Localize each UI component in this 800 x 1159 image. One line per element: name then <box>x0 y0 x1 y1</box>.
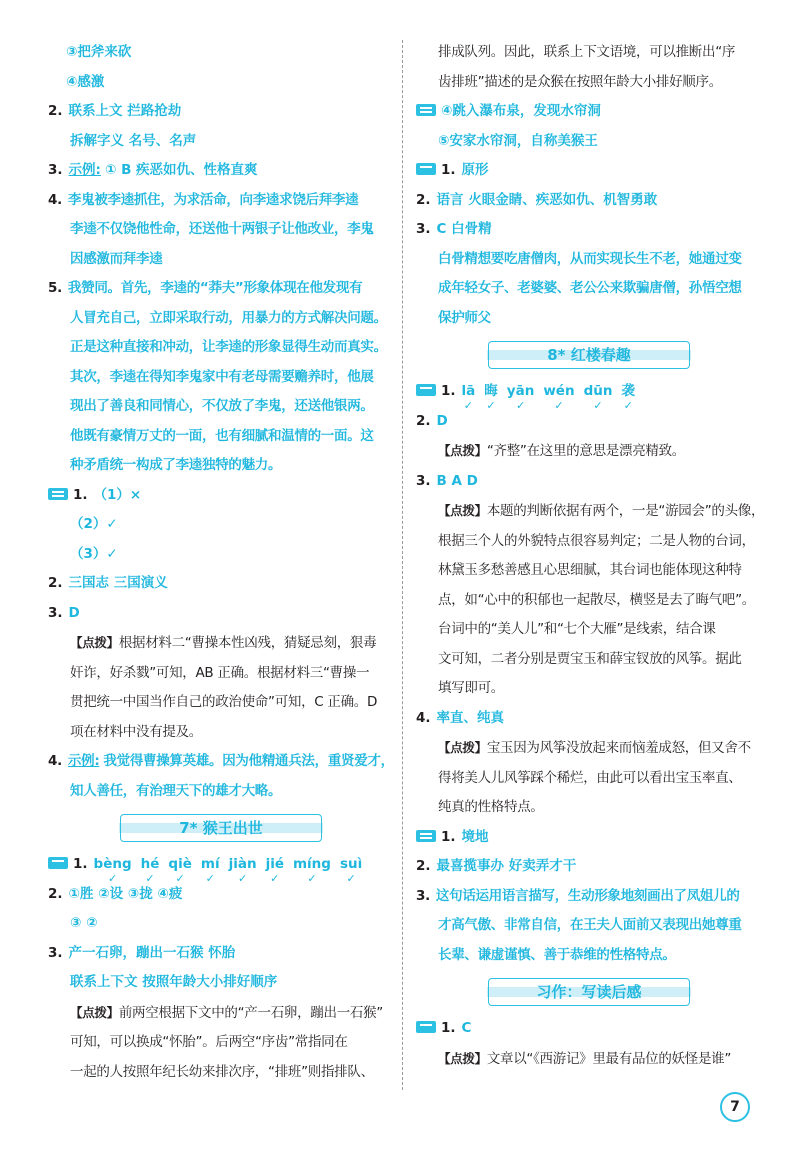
tip-line: 排成队列。因此，联系上下文语境，可以推断出“序 <box>438 44 736 60</box>
answer-line: 正是这种直接和冲动，让李逵的形象显得生动而真实。 <box>70 339 387 355</box>
question-number: 2. <box>416 191 431 208</box>
pinyin-item: mí ✓ <box>201 850 220 880</box>
answer-line: 其次，李逵在得知李鬼家中有老母需要赡养时，他展 <box>70 368 374 385</box>
question-2 <box>48 97 394 127</box>
answer-text: D <box>436 412 448 429</box>
page-number: 7 <box>720 1092 750 1122</box>
question-number: 3. <box>416 472 431 489</box>
pinyin-list <box>93 856 372 885</box>
answer-line: 长辈、谦虚谨慎、善于恭维的性格特点。 <box>438 946 676 963</box>
question-number: 5. <box>48 280 62 296</box>
part-3-question-3 <box>416 215 762 245</box>
answer-line: （3）✓ <box>70 545 118 562</box>
tip-line: 点，如“心中的积郁也一起散尽，横竖是去了晦气吧”。 <box>438 591 755 608</box>
question-number: 1. <box>441 383 456 399</box>
tip-label: 【点拨】 <box>438 443 487 458</box>
part-2-question-4 <box>48 747 394 777</box>
question-number: 2. <box>416 412 431 429</box>
answer-text: C <box>461 1020 472 1036</box>
part-two-marker-icon <box>416 104 436 116</box>
check-icon: ✓ <box>270 872 280 885</box>
right-column <box>416 38 765 1074</box>
lesson7-question-2 <box>48 880 394 910</box>
lesson8-question-3 <box>416 467 762 497</box>
tip-label: 【点拨】 <box>438 503 487 518</box>
tip-line: 林黛玉多愁善感且心思细腻，其台词也能体现这种特 <box>438 562 742 578</box>
question-number: 2. <box>416 858 431 874</box>
answer-line: 种矛盾统一构成了李逵独特的魅力。 <box>70 457 282 473</box>
tip-text: 本题的判断依据有两个，一是“游园会”的头像， <box>486 503 765 519</box>
answer-text: 最喜揽事办 好卖弄才干 <box>436 858 577 874</box>
pinyin-item: jiàn ✓ <box>229 850 257 880</box>
check-icon: ✓ <box>205 872 215 885</box>
pinyin-item: hé ✓ <box>141 850 160 880</box>
lesson8-question-4 <box>416 704 762 734</box>
answer-line: 人冒充自己，立即采取行动，用暴力的方式解决问题。 <box>70 309 387 326</box>
answer-text: ④跳入瀑布泉，发现水帘洞 <box>441 103 601 119</box>
tip-line: 奸诈，好杀戮”可知，AB 正确。根据材料三“曹操一 <box>70 664 370 681</box>
pinyin-item: 袭 ✓ <box>621 377 635 407</box>
part-3-question-2 <box>416 186 762 216</box>
check-icon: ✓ <box>107 872 118 885</box>
check-icon: ✓ <box>237 872 248 885</box>
check-icon: ✓ <box>175 872 185 885</box>
question-number: 1. <box>73 856 88 872</box>
tip-line: 齿排班”描述的是众猴在按照年龄大小排好顺序。 <box>438 73 722 90</box>
lesson8b-question-3 <box>416 882 762 912</box>
pinyin-item: lā ✓ <box>462 377 476 407</box>
check-icon: ✓ <box>145 872 155 885</box>
column-divider <box>402 40 403 1090</box>
answer-text: ①胜 ②设 ③拢 ④疲 <box>68 885 183 902</box>
check-icon: ✓ <box>486 399 496 412</box>
answer-line: 拆解字义 名号、名声 <box>70 132 197 149</box>
part-2-question-3 <box>48 599 394 629</box>
lesson8b-question-1 <box>416 823 762 853</box>
answer-line: （2）✓ <box>70 516 118 532</box>
question-number: 1. <box>73 486 88 503</box>
tip-text: “齐整”在这里的意思是漂亮精致。 <box>486 443 686 459</box>
answer-line: 因感激而拜李逵 <box>70 250 163 267</box>
answer-line: ③ ② <box>70 915 98 931</box>
answer-text: （1）× <box>93 486 142 503</box>
part-2-line <box>416 97 762 127</box>
answer-text: ① B 疾恶如仇、性格直爽 <box>104 162 258 178</box>
part-two-marker-icon <box>48 488 68 500</box>
answer-text: 三国志 三国演义 <box>68 575 168 591</box>
part-one-marker-icon <box>48 857 68 869</box>
answer-line: 成年轻女子、老婆婆、老公公来欺骗唐僧，孙悟空想 <box>438 280 742 296</box>
part-2-question-1 <box>48 481 394 511</box>
question-4 <box>48 186 394 216</box>
question-number: 4. <box>48 191 62 208</box>
question-number: 3. <box>416 887 430 904</box>
pinyin-item: qiè ✓ <box>168 850 191 880</box>
answer-text: 我觉得曹操算英雄。因为他精通兵法，重贤爱才， <box>103 753 394 769</box>
question-number: 1. <box>441 828 456 845</box>
check-icon: ✓ <box>515 399 526 412</box>
tip-line <box>416 436 762 467</box>
pinyin-item: bèng ✓ <box>94 850 132 880</box>
answer-line: 才高气傲、非常自信，在王夫人面前又表现出她尊重 <box>438 917 742 933</box>
part-3-question-1 <box>416 156 762 186</box>
tip-line <box>48 998 394 1029</box>
pinyin-list <box>461 383 644 412</box>
pinyin-item: 晦 ✓ <box>484 377 498 407</box>
lesson7-question-3 <box>48 939 394 969</box>
tip-label: 【点拨】 <box>70 635 119 650</box>
tip-line: 项在材料中没有提及。 <box>70 723 202 740</box>
answer-text: 原形 <box>461 162 489 178</box>
writing-question-1 <box>416 1014 762 1044</box>
answer-text: 李鬼被李逵抓住，为求活命，向李逵求饶后拜李逵 <box>67 191 359 208</box>
pinyin-item: dūn ✓ <box>584 377 613 407</box>
tip-line <box>416 496 765 527</box>
answer-line: 现出了善良和同情心，不仅放了李鬼，还送他银两。 <box>70 398 374 414</box>
tip-line: 台词中的“美人儿”和“七个大雁”是线索，结合课 <box>438 621 716 637</box>
tip-line <box>416 1044 762 1075</box>
section-title-7: 7* 猴王出世 <box>120 814 322 842</box>
question-number: 3. <box>416 221 431 237</box>
lesson8b-question-2 <box>416 852 762 882</box>
answer-text: C 白骨精 <box>436 221 492 237</box>
pinyin-item: wén ✓ <box>543 377 574 407</box>
part-three-marker-icon <box>416 163 436 175</box>
answer-text: 语言 火眼金睛、疾恶如仇、机智勇敢 <box>436 191 658 208</box>
question-number: 3. <box>48 162 63 178</box>
answer-text: 产一石卵，蹦出一石猴 怀胎 <box>68 944 236 961</box>
question-number: 1. <box>441 1020 456 1036</box>
question-number: 3. <box>48 604 63 621</box>
answer-line: 联系上下文 按照年龄大小排好顺序 <box>70 974 278 990</box>
answer-text: 率直、纯真 <box>436 709 505 726</box>
tip-line: 一起的人按照年纪长幼来排次序，“排班”则指排队、 <box>70 1063 374 1080</box>
answer-line: 保护师父 <box>438 309 491 326</box>
part-2-question-2 <box>48 569 394 599</box>
check-icon: ✓ <box>554 399 564 412</box>
question-3 <box>48 156 394 186</box>
answer-text: D <box>68 604 80 621</box>
part-two-marker-icon <box>416 830 436 842</box>
question-number: 2. <box>48 575 63 591</box>
answer-line: 知人善任，有治理天下的雄才大略。 <box>70 782 282 799</box>
answer-text: 联系上文 拦路抢劫 <box>68 103 182 119</box>
tip-label: 【点拨】 <box>438 1050 487 1066</box>
left-column <box>48 38 394 1087</box>
part-one-marker-icon <box>416 1021 436 1033</box>
tip-text: 根据材料二“曹操本性凶残，猜疑忌刻，狠毒 <box>118 635 377 651</box>
tip-label: 【点拨】 <box>70 1004 119 1020</box>
section-title-writing: 习作：写读后感 <box>488 978 690 1006</box>
question-number: 2. <box>48 885 63 902</box>
pinyin-item: suì ✓ <box>340 850 362 880</box>
example-tag: 示例: <box>67 753 100 769</box>
answer-line: 他既有豪情万丈的一面，也有细腻和温情的一面。这 <box>70 427 374 444</box>
answer-text: 境地 <box>461 828 489 845</box>
tip-text: 宝玉因为风筝没放起来而恼羞成怒，但又舍不 <box>486 740 751 756</box>
question-5 <box>48 274 394 304</box>
tip-line: 文可知，二者分别是贾宝玉和薛宝钗放的风筝。据此 <box>438 650 742 667</box>
question-number: 4. <box>416 709 431 726</box>
pinyin-item: míng ✓ <box>293 850 331 880</box>
tip-line: 贯把统一中国当作自己的政治使命”可知，C 正确。D <box>70 694 378 710</box>
answer-line: 白骨精想要吃唐僧肉，从而实现长生不老，她通过变 <box>438 250 742 267</box>
tip-line: 填写即可。 <box>438 680 504 696</box>
check-icon: ✓ <box>463 399 474 412</box>
tip-line: 可知，可以换成“怀胎”。后两空“序齿”常指同在 <box>70 1034 348 1050</box>
check-icon: ✓ <box>307 872 317 885</box>
question-number: 4. <box>48 753 62 769</box>
tip-text: 前两空根据下文中的“产一石卵，蹦出一石猴” <box>118 1004 383 1021</box>
tip-text: 文章以“《西游记》里最有品位的妖怪是谁” <box>486 1050 732 1067</box>
question-number: 3. <box>48 944 63 961</box>
lesson8-question-1 <box>416 377 762 412</box>
question-number: 1. <box>441 162 456 178</box>
check-icon: ✓ <box>346 872 356 885</box>
tip-line: 纯真的性格特点。 <box>438 799 544 815</box>
answer-text: 我赞同。首先，李逵的“莽夫”形象体现在他发现有 <box>67 280 363 296</box>
answer-line: 李逵不仅饶他性命，还送他十两银子让他改业，李鬼 <box>70 221 374 237</box>
example-tag: 示例: <box>68 162 101 178</box>
tip-line: 得将美人儿风筝踩个稀烂，由此可以看出宝玉率直、 <box>438 769 742 786</box>
tip-line <box>48 628 394 659</box>
tip-label: 【点拨】 <box>438 740 487 755</box>
part-one-marker-icon <box>416 384 436 396</box>
answer-text: B A D <box>436 472 478 489</box>
check-icon: ✓ <box>593 399 603 412</box>
lesson7-question-1 <box>48 850 394 885</box>
check-icon: ✓ <box>623 399 633 412</box>
answer-line: ⑤安家水帘洞，自称美猴王 <box>438 132 598 149</box>
pinyin-item: yān ✓ <box>507 377 535 407</box>
answer-text: 这句话运用语言描写，生动形象地刻画出了凤姐儿的 <box>435 887 740 904</box>
pinyin-item: jié ✓ <box>266 850 284 880</box>
answer-line: ④感激 <box>66 73 105 90</box>
tip-line: 根据三个人的外貌特点很容易判定；二是人物的台词， <box>438 532 755 549</box>
answer-line: ③把斧来砍 <box>66 44 132 60</box>
tip-line <box>416 733 762 764</box>
section-title-8: 8* 红楼春趣 <box>488 341 690 369</box>
question-number: 2. <box>48 103 63 119</box>
